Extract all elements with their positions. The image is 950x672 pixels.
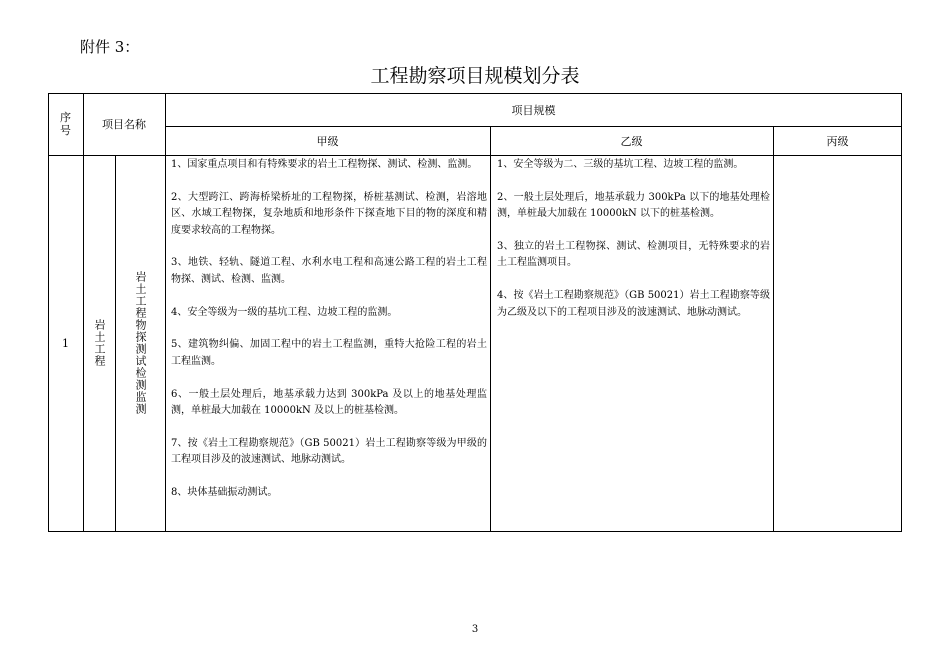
yi-item: 4、按《岩土工程勘察规范》（GB 50021）岩土工程勘察等级为乙级及以下的工程项目涉及的波速测试、地脉动测试。 (497, 290, 770, 318)
row-subcategory (115, 155, 165, 531)
jia-item: 1、国家重点项目和有特殊要求的岩土工程物探、测试、检测、监测。 (171, 159, 478, 170)
spacer (171, 321, 487, 337)
spacer (171, 239, 487, 255)
spacer (171, 370, 487, 386)
grade-jia-content (171, 157, 487, 501)
attachment-label: 附件 3： (80, 38, 140, 56)
table-right-border (901, 93, 902, 532)
yi-item: 1、安全等级为二、三级的基坑工程、边坡工程的监测。 (497, 159, 744, 170)
scale-classification-table (48, 93, 902, 532)
page-title: 工程勘察项目规模划分表 (370, 65, 580, 87)
yi-bing-divider (773, 126, 774, 532)
spacer (497, 173, 770, 189)
header-seq: 序 号 (60, 111, 71, 137)
yi-item: 3、独立的岩土工程物探、测试、检测项目，无特殊要求的岩土工程监测项目。 (497, 241, 770, 269)
jia-item: 8、块体基础振动测试。 (171, 487, 278, 499)
row-category (83, 155, 115, 531)
jia-item: 3、地铁、轻轨、隧道工程、水利水电工程和高速公路工程的岩土工程物探、测试、检测、监测。 (171, 257, 487, 285)
row-category-text: 岩土工程 (93, 319, 106, 367)
header-grade-jia: 甲级 (316, 134, 339, 148)
spacer (171, 288, 487, 304)
jia-yi-divider (490, 126, 491, 532)
grade-yi-content (497, 157, 770, 321)
header-grade-yi: 乙级 (620, 134, 643, 148)
spacer (171, 173, 487, 189)
row-seq: 1 (62, 336, 69, 350)
jia-item: 2、大型跨江、跨海桥梁桥址的工程物探，桥桩基测试、检测，岩溶地区、水域工程物探，复杂地质和地形条件下探查地下目的物的深度和精度要求较高的工程物探。 (171, 191, 487, 236)
spacer (497, 223, 770, 239)
spacer (497, 272, 770, 288)
header-grade-bing: 丙级 (826, 134, 849, 148)
jia-item: 6、一般土层处理后，地基承载力达到 300kPa 及以上的地基处理监测，单桩最大加载在 10000kN 及以上的桩基检测。 (171, 388, 487, 417)
yi-item: 2、一般土层处理后，地基承载力 300kPa 以下的地基处理检测，单桩最大加载在 10000kN 以下的桩基检测。 (497, 191, 770, 220)
spacer (171, 419, 487, 435)
header-project-name: 项目名称 (102, 118, 146, 131)
row-subcategory-text: 岩土工程物探测试检测监测 (134, 271, 147, 415)
scale-column-divider (165, 93, 166, 532)
header-project-scale: 项目规模 (511, 103, 556, 117)
jia-item: 4、安全等级为一级的基坑工程、边坡工程的监测。 (171, 306, 398, 318)
page-number: 3 (471, 624, 479, 635)
jia-item: 7、按《岩土工程勘察规范》（GB 50021）岩土工程勘察等级为甲级的工程项目涉及的波速测试、地脉动测试。 (171, 437, 487, 466)
jia-item: 5、建筑物纠偏、加固工程中的岩土工程监测，重特大抢险工程的岩土工程监测。 (171, 339, 487, 367)
spacer (171, 469, 487, 485)
